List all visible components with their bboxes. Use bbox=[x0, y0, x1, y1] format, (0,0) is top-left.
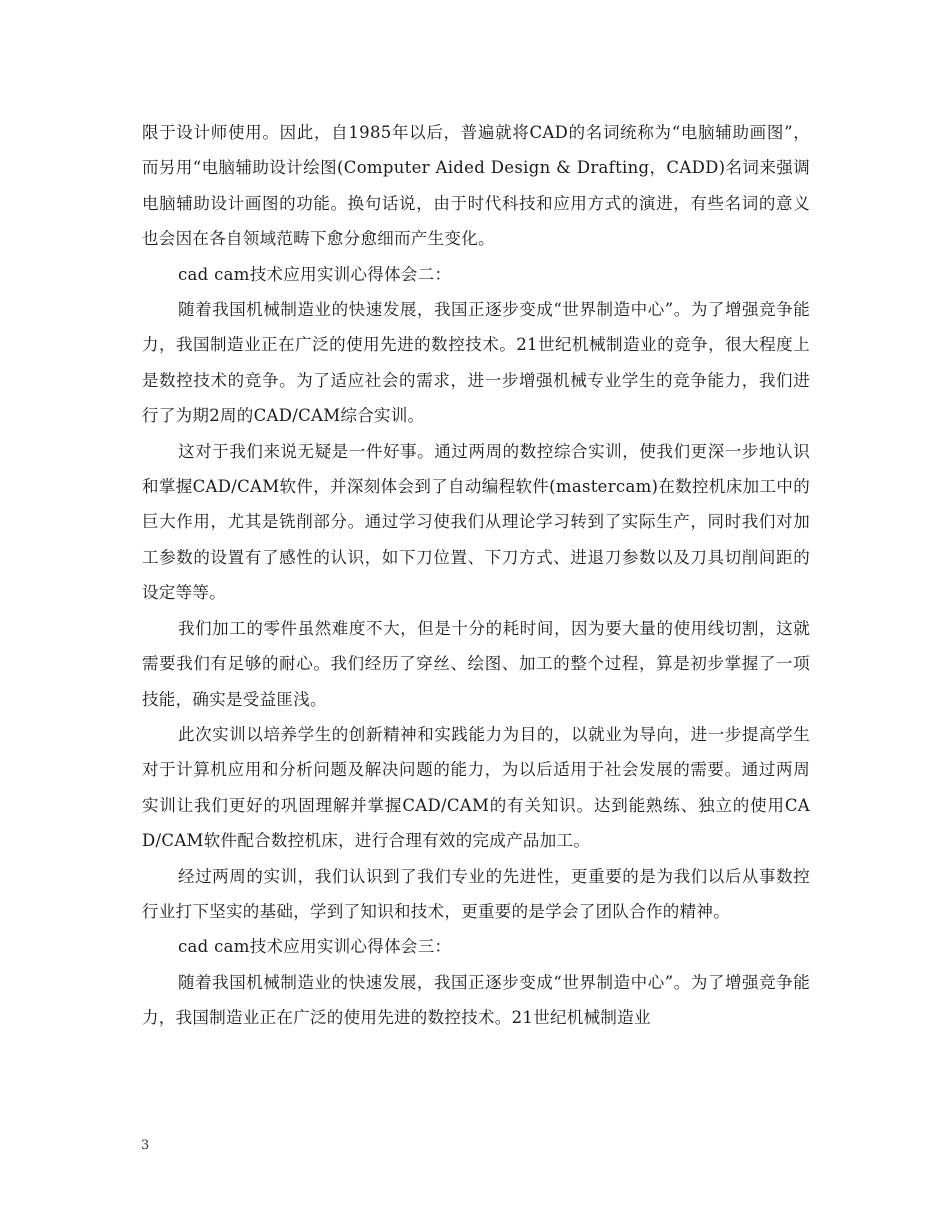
paragraph-manufacturing-development: 随着我国机械制造业的快速发展，我国正逐步变成“世界制造中心”。为了增强竞争能力，我国制造业正在广泛的使用先进的数控技术。21世纪机械制造业的竞争，很大程度上是数控技术的竞争。为了适应社会的需求，进一步增强机械专业学生的竞争能力，我们进行了为期2周的CAD/CAM综合实训。 bbox=[142, 300, 810, 426]
section-heading-experience-three: cad cam技术应用实训心得体会三： bbox=[178, 937, 452, 957]
section-heading-experience-two: cad cam技术应用实训心得体会二： bbox=[178, 264, 452, 284]
paragraph-training-benefits: 这对于我们来说无疑是一件好事。通过两周的数控综合实训，使我们更深一步地认识和掌握CAD/CAM软件，并深刻体会到了自动编程软件(mastercam)在数控机床加工中的巨大作用，尤其是铣削部分。通过学习使我们从理论学习转到了实际生产，同时我们对加工参数的设置有了感性的认识，如下刀位置、下刀方式、进退刀参数以及刀具切削间距的设定等等。 bbox=[142, 441, 810, 603]
paragraph-cad-term-history: 限于设计师使用。因此，自1985年以后，普遍就将CAD的名词统称为“电脑辅助画图”，而另用“电脑辅助设计绘图(Computer Aided Design & Drafting，CADD)名词来强调电脑辅助设计画图的功能。换句话说，由于时代科技和应用方式的演进，有些名词的意义也会因在各自领域范畴下愈分愈细而产生变化。 bbox=[142, 123, 810, 249]
paragraph-wire-cutting: 我们加工的零件虽然难度不大，但是十分的耗时间，因为要大量的使用线切割，这就需要我们有足够的耐心。我们经历了穿丝、绘图、加工的整个过程，算是初步掌握了一项技能，确实是受益匪浅。 bbox=[142, 618, 810, 709]
paragraph-training-goals: 此次实训以培养学生的创新精神和实践能力为目的，以就业为导向，进一步提高学生对于计算机应用和分析问题及解决问题的能力，为以后适用于社会发展的需要。通过两周实训让我们更好的巩固理解并掌握CAD/CAM的有关知识。达到能熟练、独立的使用CAD/CAM软件配合数控机床，进行合理有效的完成产品加工。 bbox=[142, 724, 810, 851]
document-body bbox=[142, 115, 810, 1036]
paragraph-conclusion: 经过两周的实训，我们认识到了我们专业的先进性，更重要的是为我们以后从事数控行业打下坚实的基础，学到了知识和技术，更重要的是学会了团队合作的精神。 bbox=[142, 866, 810, 921]
page-number: 3 bbox=[141, 1138, 150, 1153]
paragraph-manufacturing-development-repeat: 随着我国机械制造业的快速发展，我国正逐步变成“世界制造中心”。为了增强竞争能力，我国制造业正在广泛的使用先进的数控技术。21世纪机械制造业 bbox=[142, 972, 810, 1028]
